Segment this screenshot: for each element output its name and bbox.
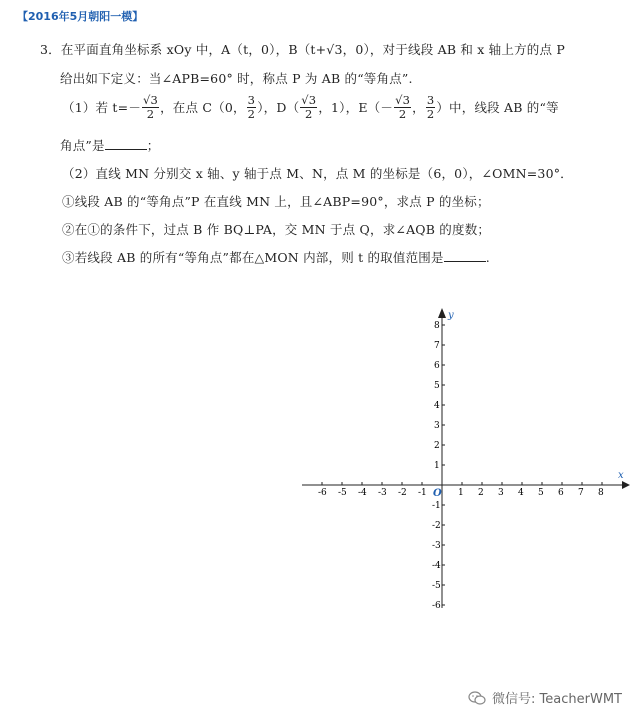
- x-axis-arrow: [622, 481, 630, 489]
- problem-intro-text: 在平面直角坐标系 xOy 中，A（t，0），B（t+√3，0），对于线段 AB 和 x 轴上方的点 P: [60, 42, 565, 57]
- watermark: [468, 688, 622, 707]
- problem-intro-line2: 给出如下定义：当∠APB=60° 时，称点 P 为 AB 的“等角点”.: [60, 71, 413, 86]
- x-tick-label: 8: [598, 488, 604, 498]
- y-tick-label: 8: [434, 321, 440, 331]
- problem-number: 3．: [40, 42, 61, 57]
- y-tick-label: 4: [434, 401, 440, 411]
- part1-e-mid: ，: [412, 100, 425, 116]
- origin-label: O: [433, 488, 442, 499]
- x-tick-label: -5: [338, 488, 347, 498]
- answer-blank-2[interactable]: [444, 249, 486, 262]
- y-tick-label: 5: [434, 381, 440, 391]
- y-tick-label: -1: [432, 501, 441, 511]
- part1-d-post: ，1），E（－: [318, 100, 394, 116]
- x-tick-label: 5: [538, 488, 544, 498]
- t-fraction: $\frac{√3}{2}$: [143, 93, 159, 121]
- answer-blank-1[interactable]: [105, 137, 147, 150]
- x-axis-label: x: [618, 470, 624, 481]
- y-axis-arrow: [438, 308, 446, 318]
- e-fraction-y: $\frac{3}{2}$: [426, 93, 435, 121]
- watermark-text: 微信号: TeacherWMT: [492, 692, 622, 707]
- x-tick-label: -3: [378, 488, 387, 498]
- coordinate-axes: [300, 300, 630, 620]
- x-tick-label: -6: [318, 488, 327, 498]
- x-tick-label: -4: [358, 488, 367, 498]
- part2-line: （2）直线 MN 分别交 x 轴、y 轴于点 M、N，点 M 的坐标是（6，0），∠OMN=30°．: [62, 166, 573, 181]
- question-1: ①线段 AB 的“等角点”P 在直线 MN 上，且∠ABP=90°，求点 P 的坐标；: [62, 194, 490, 209]
- y-tick-label: 6: [434, 361, 440, 371]
- x-tick-label: -1: [418, 488, 427, 498]
- x-tick-label: 7: [578, 488, 584, 498]
- question-2: ②在①的条件下，过点 B 作 BQ⊥PA，交 MN 于点 Q，求∠AQB 的度数；: [62, 222, 491, 237]
- x-tick-label: 2: [478, 488, 484, 498]
- question-3: ③若线段 AB 的所有“等角点”都在△MON 内部，则 t 的取值范围是 .: [62, 250, 490, 265]
- y-tick-label: 3: [434, 421, 440, 431]
- problem-intro-line1: [40, 40, 565, 58]
- x-tick-label: 3: [498, 488, 504, 498]
- part1-line2: 角点”是 ；: [60, 138, 160, 153]
- y-tick-label: 7: [434, 341, 440, 351]
- y-axis-label: y: [448, 310, 454, 321]
- part1-tail: ）中，线段 AB 的“等: [436, 100, 559, 116]
- y-tick-label: 1: [434, 461, 440, 471]
- y-tick-label: -6: [432, 601, 441, 611]
- wechat-icon: [468, 691, 486, 705]
- part1-mid: ，在点 C（0，: [160, 100, 246, 116]
- d-fraction: $\frac{√3}{2}$: [301, 93, 317, 121]
- y-tick-label: 2: [434, 441, 440, 451]
- y-tick-label: -4: [432, 561, 441, 571]
- y-tick-label: -3: [432, 541, 441, 551]
- x-tick-label: 1: [458, 488, 464, 498]
- source-header: 【2016年5月朝阳一模】: [17, 10, 144, 23]
- e-fraction-x: $\frac{√3}{2}$: [395, 93, 411, 121]
- x-tick-label: 4: [518, 488, 524, 498]
- part1-prefix: （1）若 t=－: [62, 100, 142, 116]
- x-tick-label: 6: [558, 488, 564, 498]
- y-tick-label: -2: [432, 521, 441, 531]
- y-tick-label: -5: [432, 581, 441, 591]
- part1-line: [62, 94, 559, 120]
- part1-d-pre: ），D（: [257, 100, 300, 116]
- x-tick-label: -2: [398, 488, 407, 498]
- c-fraction: $\frac{3}{2}$: [247, 93, 256, 121]
